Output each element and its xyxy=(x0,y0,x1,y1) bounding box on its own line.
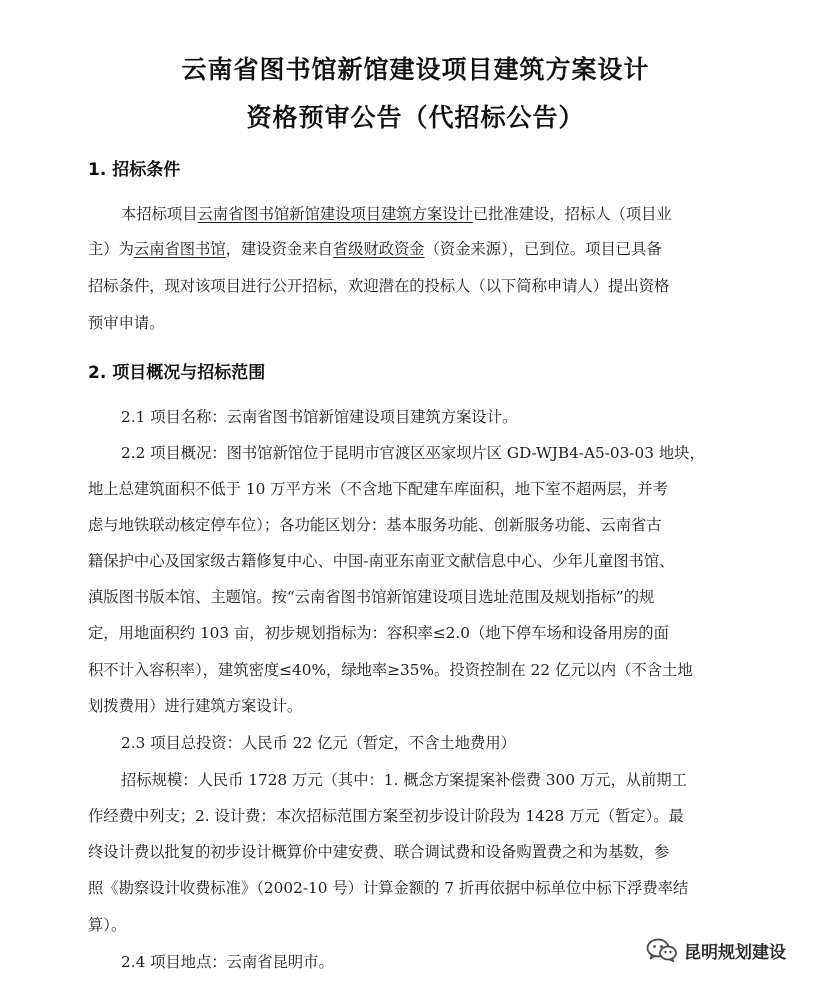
paragraph-line: 2.2 项目概况：图书馆新馆位于昆明市官渡区巫家坝片区 GD-WJB4-A5-03-03 地块， xyxy=(121,444,705,462)
paragraph-line: 积不计入容积率），建筑密度≤40%，绿地率≥35%。投资控制在 22 亿元以内（不含土地 xyxy=(88,661,693,679)
document-subtitle: 资格预审公告（代招标公告） xyxy=(246,103,585,132)
text-span: （资金来源），已到位。项目已具备 xyxy=(424,240,662,258)
fund-source-underlined: 省级财政资金 xyxy=(332,240,425,258)
section-heading-bidding-conditions: 1. 招标条件 xyxy=(88,160,181,180)
paragraph-line: 预审申请。 xyxy=(88,314,165,332)
paragraph-line: 招标规模：人民币 1728 万元（其中：1. 概念方案提案补偿费 300 万元，从前期工 xyxy=(121,771,687,789)
paragraph-line: 2.4 项目地点：云南省昆明市。 xyxy=(121,953,334,971)
paragraph-line: 滇版图书版本馆、主题馆。按“云南省图书馆新馆建设项目选址范围及规划指标”的规 xyxy=(88,588,655,606)
paragraph-line: 2.1 项目名称：云南省图书馆新馆建设项目建筑方案设计。 xyxy=(121,408,518,426)
project-name-underlined: 云南省图书馆新馆建设项目建筑方案设计 xyxy=(197,205,473,223)
watermark xyxy=(646,936,786,964)
paragraph-line: 划拨费用）进行建筑方案设计。 xyxy=(88,697,303,715)
paragraph-line: 虑与地铁联动核定停车位）；各功能区划分：基本服务功能、创新服务功能、云南省古 xyxy=(88,516,662,534)
text-span: 已批准建设，招标人（项目业 xyxy=(472,205,672,223)
section-heading-project-overview: 2. 项目概况与招标范围 xyxy=(88,363,266,383)
paragraph-line xyxy=(121,202,672,224)
text-span: 主）为 xyxy=(88,240,134,258)
watermark-text: 昆明规划建设 xyxy=(684,942,786,963)
paragraph-line: 2.3 项目总投资：人民币 22 亿元（暂定，不含土地费用） xyxy=(121,734,516,752)
paragraph-line: 终设计费以批复的初步设计概算价中建安费、联合调试费和设备购置费之和为基数，参 xyxy=(88,843,670,861)
document-title: 云南省图书馆新馆建设项目建筑方案设计 xyxy=(181,55,650,84)
paragraph-line xyxy=(88,237,662,259)
tenderer-name-underlined: 云南省图书馆 xyxy=(133,240,226,258)
paragraph-line: 算）。 xyxy=(88,916,127,934)
paragraph-line: 作经费中列支；2. 设计费：本次招标范围方案至初步设计阶段为 1428 万元（暂定）。最 xyxy=(88,807,684,825)
paragraph-line: 籍保护中心及国家级古籍修复中心、中国-南亚东南亚文献信息中心、少年儿童图书馆、 xyxy=(88,552,675,570)
wechat-icon xyxy=(646,937,678,963)
text-span: 本招标项目 xyxy=(121,205,198,223)
paragraph-line: 照《勘察设计收费标准》（2002-10 号）计算金额的 7 折再依据中标单位中标下浮费率结 xyxy=(88,879,689,897)
paragraph-line: 定，用地面积约 103 亩，初步规划指标为：容积率≤2.0（地下停车场和设备用房的面 xyxy=(88,624,669,642)
paragraph-line: 地上总建筑面积不低于 10 万平方米（不含地下配建车库面积，地下室不超两层，并考 xyxy=(88,480,668,498)
paragraph-line: 招标条件，现对该项目进行公开招标，欢迎潜在的投标人（以下简称申请人）提出资格 xyxy=(88,277,670,295)
text-span: ，建设资金来自 xyxy=(225,240,333,258)
